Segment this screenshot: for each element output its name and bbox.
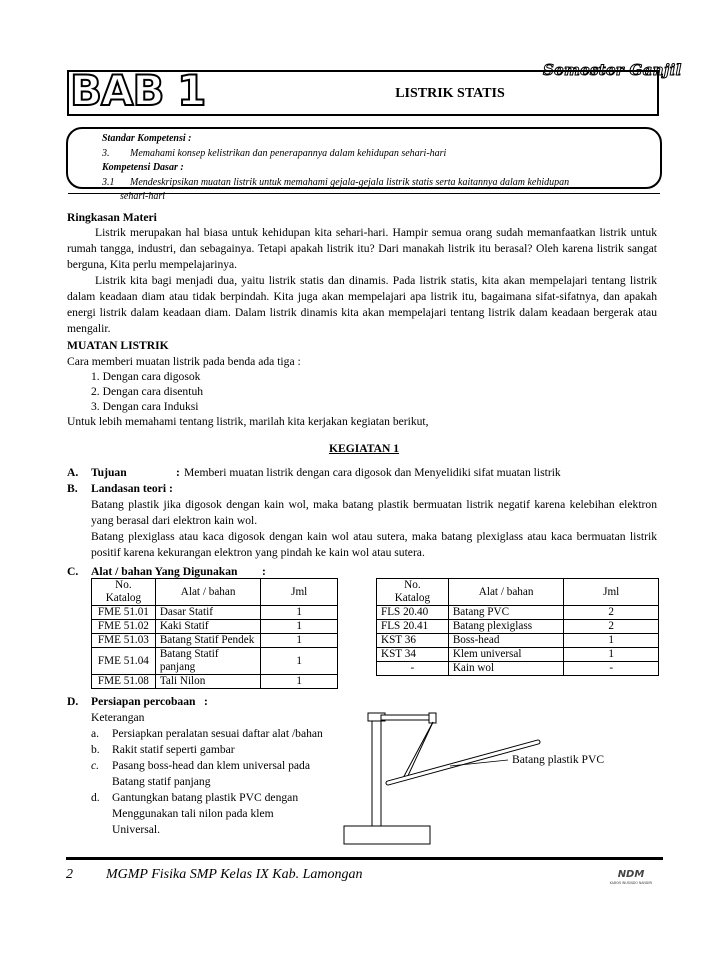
footer-divider <box>66 857 663 860</box>
table-header-qty: Jml <box>564 579 659 606</box>
stand-rod-horizontal <box>381 715 433 720</box>
notes-label: Keterangan <box>91 711 145 724</box>
stand-base <box>344 826 430 844</box>
basic-competency-continuation: sehari-hari <box>120 191 165 202</box>
table-header-material: Alat / bahan <box>448 579 564 606</box>
item-letter: A. <box>67 466 79 479</box>
table-row: FME 51.01 Dasar Statif 1 <box>92 606 338 620</box>
basic-competency-label: Kompetensi Dasar : <box>102 162 184 173</box>
step-letter: d. <box>91 791 100 804</box>
publisher-logo <box>600 866 662 886</box>
preparation-label: Persiapan percobaan <box>91 695 196 708</box>
list-item: 1. Dengan cara digosok <box>91 370 201 383</box>
table-row: FME 51.02 Kaki Statif 1 <box>92 620 338 634</box>
objective-text: Memberi muatan listrik dengan cara digosok dan Menyelidiki sifat muatan listrik <box>184 466 561 479</box>
stand-rod-vertical <box>372 718 381 826</box>
theory-paragraph-2: Batang plexiglass atau kaca digosok dengan kain wol atau sutera, maka batang plexiglass atau kaca bermuatan listrik positif karena kekurangan elektron yang pindah ke kain wol atau sutera. <box>91 530 657 559</box>
table-row: KST 36 Boss-head 1 <box>377 634 659 648</box>
materials-table-left <box>91 578 338 689</box>
section-outro: Untuk lebih memahami tentang listrik, marilah kita kerjakan kegiatan berikut, <box>67 415 429 428</box>
step-letter: b. <box>91 743 100 756</box>
footer-text <box>66 867 363 883</box>
step-text: Rakit statif seperti gambar <box>112 743 235 756</box>
standard-competency-item: 3. Memahami konsep kelistrikan dan penerapannya dalam kehidupan sehari-hari <box>102 147 447 159</box>
step-text: Batang statif panjang <box>112 775 211 788</box>
materials-colon: : <box>262 565 266 578</box>
list-item: 3. Dengan cara Induksi <box>91 400 199 413</box>
theory-label: Landasan teori : <box>91 482 173 495</box>
objective-colon: : <box>176 466 180 479</box>
footer-publisher: MGMP Fisika SMP Kelas IX Kab. Lamongan <box>106 867 363 882</box>
materials-label: Alat / bahan Yang Digunakan <box>91 565 238 578</box>
summary-paragraph-1: Listrik merupakan hal biasa untuk kehidupan kita sehari-hari. Hampir semua orang sudah memanfaatkan listrik untuk rumah tangga, industri, dan sebagainya. Tetapi apakah listrik itu? Dari manakah listrik itu berasal? Oleh karena listrik sangat berguna, Kita perlu mempelajarinya. <box>67 226 657 271</box>
page-number: 2 <box>66 867 73 882</box>
item-letter: D. <box>67 695 79 708</box>
theory-paragraph-1: Batang plastik jika digosok dengan kain wol, maka batang plastik bermuatan listrik negatif karena kelebihan elektron yang berasal dari elektron kain wol. <box>91 498 657 527</box>
materials-table-right <box>376 578 659 676</box>
step-text: Universal. <box>112 823 160 836</box>
competency-box <box>66 127 662 202</box>
standard-competency-label: Standar Kompetensi : <box>102 133 192 144</box>
list-item: 2. Dengan cara disentuh <box>91 385 204 398</box>
section-heading: MUATAN LISTRIK <box>67 339 169 352</box>
summary-paragraph-2: Listrik kita bagi menjadi dua, yaitu listrik statis dan dinamis. Pada listrik statis, kita akan mempelajari tentang listrik dalam keadaan diam atau tidak berpindah. Kita juga akan mempelajari apa listrik itu, bagaimana sifat-sifatnya, dan apakah energi listrik dalam keadaan diam. Dalam listrik dinamis kita akan mempelajari tentang listrik dalam keadaan bergerak atau mengalir. <box>67 274 657 335</box>
table-row: KST 34 Klem universal 1 <box>377 648 659 662</box>
section-intro: Cara memberi muatan listrik pada benda ada tiga : <box>67 355 301 368</box>
table-row: FLS 20.41 Batang plexiglass 2 <box>377 620 659 634</box>
table-row: FME 51.08 Tali Nilon 1 <box>92 675 338 689</box>
table-row: FLS 20.40 Batang PVC 2 <box>377 606 659 620</box>
table-row: FME 51.03 Batang Statif Pendek 1 <box>92 634 338 648</box>
table-header-catalog: No. Katalog <box>377 579 449 606</box>
summary-heading: Ringkasan Materi <box>67 211 157 224</box>
chapter-number: BAB 1 <box>70 66 206 115</box>
item-letter: B. <box>67 482 78 495</box>
step-text: Pasang boss-head dan klem universal pada <box>112 759 311 772</box>
table-header-material: Alat / bahan <box>155 579 261 606</box>
svg-text:KABON INUSINDO NANDIRI: KABON INUSINDO NANDIRI <box>609 881 653 885</box>
step-letter: a. <box>91 727 100 740</box>
table-header-catalog: No. Katalog <box>92 579 156 606</box>
semester-label: Semester Ganjil <box>543 61 682 79</box>
divider <box>68 193 660 194</box>
step-letter: c. <box>91 759 100 772</box>
activity-title: KEGIATAN 1 <box>328 442 400 455</box>
svg-text:NDM: NDM <box>617 869 645 880</box>
table-row: FME 51.04 Batang Statif panjang 1 <box>92 648 338 675</box>
chapter-title: LISTRIK STATIS <box>395 86 505 101</box>
table-header-qty: Jml <box>261 579 338 606</box>
universal-clamp <box>429 713 436 723</box>
table-row: - Kain wol - <box>377 662 659 676</box>
step-text: Persiapkan peralatan sesuai daftar alat /bahan <box>112 727 323 740</box>
step-text: Menggunakan tali nilon pada klem <box>112 807 274 820</box>
step-text: Gantungkan batang plastik PVC dengan <box>112 791 299 804</box>
basic-competency-item: 3.1 Mendeskripsikan muatan listrik untuk memahami gejala-gejala listrik statis serta kaitannya dalam kehidupan <box>102 176 570 188</box>
figure-label: Batang plastik PVC <box>512 753 605 766</box>
objective-label: Tujuan <box>91 466 127 479</box>
apparatus-figure <box>330 700 570 850</box>
item-letter: C. <box>67 565 79 578</box>
preparation-colon: : <box>204 695 208 708</box>
